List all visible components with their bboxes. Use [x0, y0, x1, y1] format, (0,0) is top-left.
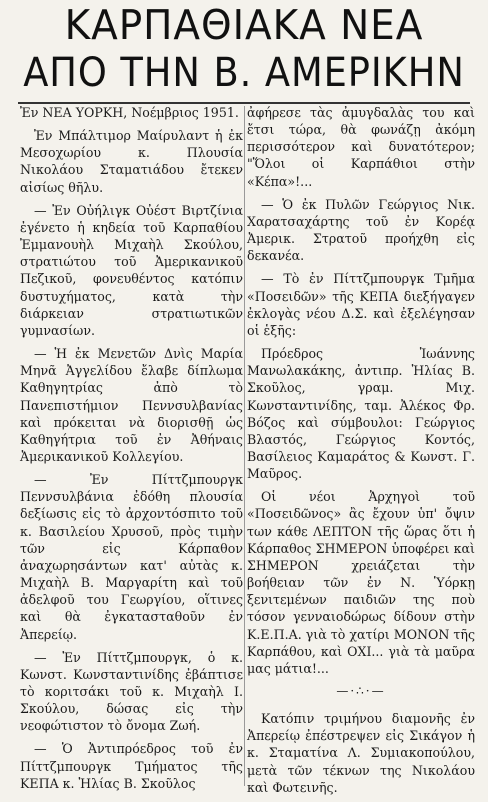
news-paragraph: — Τὸ ἐν Πίττζμπουργκ Τμῆμα «Ποσειδῶν» τῆς ΚΕΠΑ διεξήγαγεν ἐκλογὰς νέου Δ.Σ. καὶ ἐξελέγησαν οἱ ἑξῆς: [247, 271, 475, 338]
news-paragraph: Κατόπιν τριμήνου διαμονῆς ἐν Ἀπερείῳ ἐπέστρεψεν εἰς Σικάγον ἡ κ. Σταματίνα Λ. Συμιακοπούλου, μετὰ τῶν τέκνων της Νικολάου καὶ Φωτεινῆς. [247, 711, 475, 795]
news-paragraph: Οἱ νέοι Ἀρχηγοὶ τοῦ «Ποσειδῶνος» ἂς ἔχουν ὑπ' ὄψιν των κάθε ΛΕΠΤΟΝ τῆς ὥρας ὅτι ἡ Κάρπαθος ΣΗΜΕΡΟΝ ὑποφέρει καὶ ΣΗΜΕΡΟΝ χρειάζεται τὴν βοήθειαν τῶν ἐν Ν. Ὑόρκῃ ξενιτεμένων παιδιῶν της ποὺ τόσον γενναιοδώρως δίδουν στὴν Κ.Ε.Π.Α. γιὰ τὸ χατίρι ΜΟΝΟΝ τῆς Καρπάθου, καὶ ΟΧΙ... γιὰ τὰ μαῦρα μας μάτια!... [247, 489, 475, 676]
news-paragraph: Ἐν Μπάλτιμορ Μαίρυλαντ ἡ ἐκ Μεσοχωρίου κ. Πλουσία Νικολάου Σταματιάδου ἔτεκεν αἰσίως θῆλυ. [20, 128, 243, 195]
left-column [20, 104, 243, 798]
dateline-paragraph: Ἐν ΝΕΑ ΥΟΡΚΗ, Νοέμβριος 1951. [20, 105, 239, 120]
news-paragraph: Πρόεδρος Ἰωάννης Μανωλακάκης, ἀντιπρ. Ἠλίας Β. Σκοῦλος, γραμ. Μιχ. Κωνσταντινίδης, ταμ. Ἀλέκος Φρ. Βόζος καὶ σύμβουλοι: Γεώργιος Βλαστός, Γεώργιος Κοντός, Βασίλειος Καμαράτος & Κωνστ. Γ. Μαῦρος. [247, 346, 475, 482]
headline-line-2: ΑΠΟ ΤΗΝ Β. ΑΜΕΡΙΚΗΝ [23, 50, 465, 96]
column-divider [244, 106, 245, 786]
right-column [247, 104, 475, 802]
section-ornament: —·∴·— [336, 684, 386, 698]
headline-line-1: ΚΑΡΠΑΘΙΑΚΑ ΝΕΑ [64, 1, 424, 49]
news-paragraph: — Ἐν Οὐήλιγκ Οὐέστ Βιρτζίνια ἐγένετο ἡ κηδεία τοῦ Καρπαθίου Ἐμμανουὴλ Μιχαὴλ Σκούλου, στρατιώτου τοῦ Ἀμερικανικοῦ Πεζικοῦ, φονευθέντος κατόπιν δυστυχήματος, κατὰ τὴν διάρκειαν στρατιωτικῶν γυμνασίων. [20, 202, 243, 338]
news-paragraph: — Ὁ ἐκ Πυλῶν Γεώργιος Νικ. Χαρατσαχάρτης τοῦ ἐν Κορέᾳ Ἀμερικ. Στρατοῦ προήχθη εἰς δεκανέα. [247, 196, 475, 264]
news-paragraph: — Ἡ ἐκ Μενετῶν Δνὶς Μαρία Μηνᾶ Ἀγγελίδου ἔλαβε δίπλωμα Καθηγητρίας ἀπὸ τὸ Πανεπιστήμιον Πεννσυλβανίας καὶ πρόκειται νὰ διορισθῇ ὡς Καθηγήτρια τοῦ ἐν Ἀθήναις Ἀμερικανικοῦ Κολλεγίου. [20, 346, 243, 464]
news-paragraph: — Ἐν Πίττζμπουργκ Πεννσυλβάνια ἐδόθη πλουσία δεξίωσις εἰς τὸ ἀρχοντόσπιτο τοῦ κ. Βασιλείου Χρυσοῦ, πρὸς τιμὴν τῶν εἰς Κάρπαθον ἀναχωρησάντων κατ' αὐτὰς κ. Μιχαὴλ Β. Μαργαρίτη καὶ τοῦ ἀδελφοῦ του Γεωργίου, οἵτινες καὶ θὰ ἐγκατασταθοῦν ἐν Ἀπερείῳ. [20, 472, 243, 642]
news-paragraph: — Ἐν Πίττζμπουργκ, ὁ κ. Κωνστ. Κωνσταντινίδης ἐβάπτισε τὸ κοριτσάκι τοῦ κ. Μιχαὴλ Ι. Σκούλου, δώσας εἰς τὴν νεοφώτιστον τὸ ὄνομα Ζωή. [20, 649, 243, 734]
news-paragraph: ἀφήρεσε τὰς ἀμυγδαλὰς του καὶ ἔτσι τώρα, θὰ φωνάζῃ ἀκόμη περισσότερον καὶ δυνατότερον; "Ὅλοι οἱ Καρπάθιοι στὴν «Κέπα»!... [247, 105, 475, 189]
news-paragraph: — Ὁ Ἀντιπρόεδρος τοῦ ἐν Πίττζμπουργκ Τμήματος τῆς ΚΕΠΑ κ. Ἠλίας Β. Σκοῦλος [20, 741, 243, 791]
